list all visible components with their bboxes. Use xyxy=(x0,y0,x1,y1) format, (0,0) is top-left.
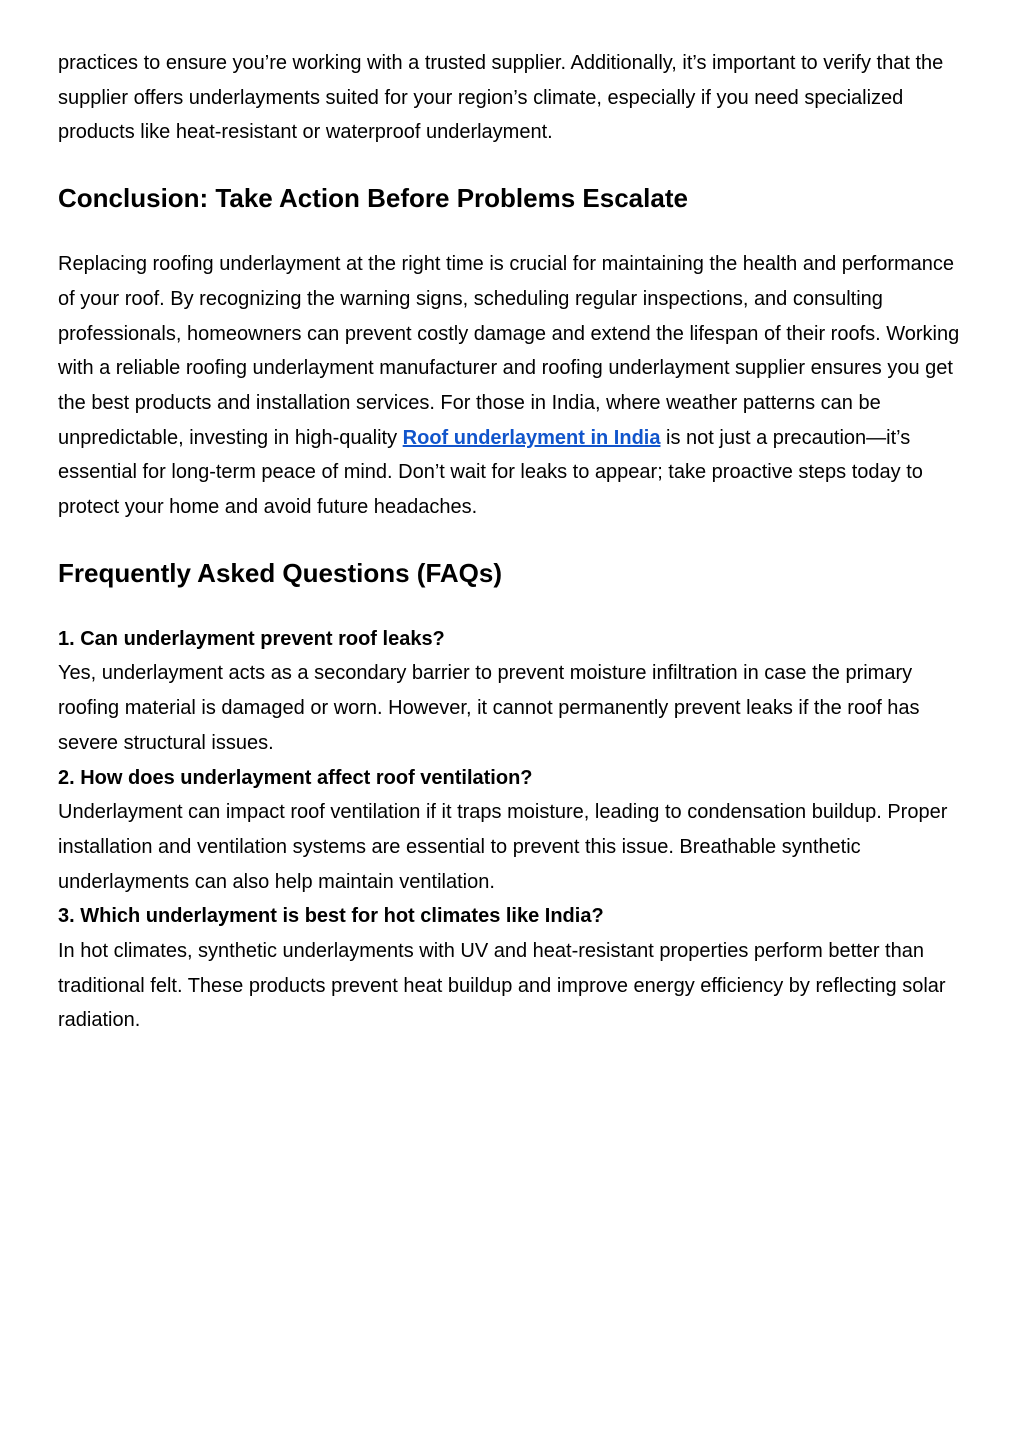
faq-answer: Yes, underlayment acts as a secondary barrier to prevent moisture infiltration in case the primary roofing material is damaged or worn. However, it cannot permanently prevent leaks if the roof has severe structural issues. xyxy=(58,662,920,754)
conclusion-paragraph xyxy=(58,247,970,525)
faq-item-3 xyxy=(58,899,970,1038)
faq-item-2 xyxy=(58,761,970,900)
faq-heading: Frequently Asked Questions (FAQs) xyxy=(58,557,503,588)
conclusion-text-before-link: Replacing roofing underlayment at the right time is crucial for maintaining the health and performance of your roof. By recognizing the warning signs, scheduling regular inspections, and consulting professionals, homeowners can prevent costly damage and extend the lifespan of their roofs. Working with a reliable roofing underlayment manufacturer and roofing underlayment supplier ensures you get the best products and installation services. For those in India, where weather patterns can be unpredictable, investing in high-quality xyxy=(58,253,960,449)
conclusion-text-after-link: is not just a precaution—it’s essential for long-term peace of mind. Don’t wait for leaks to appear; take proactive steps today to protect your home and avoid future headaches. xyxy=(58,426,923,519)
faq-item-1 xyxy=(58,622,970,761)
document-page xyxy=(58,46,970,1038)
faq-list xyxy=(58,622,970,1038)
conclusion-heading: Conclusion: Take Action Before Problems Escalate xyxy=(58,183,688,214)
intro-paragraph: practices to ensure you’re working with a trusted supplier. Additionally, it’s important to verify that the supplier offers underlayments suited for your region’s climate, especially if you need specialized products like heat-resistant or waterproof underlayment. xyxy=(58,52,944,144)
faq-question: 3. Which underlayment is best for hot climates like India? xyxy=(58,905,604,928)
roof-underlayment-india-link[interactable]: Roof underlayment in India xyxy=(402,426,661,449)
faq-question: 2. How does underlayment affect roof ventilation? xyxy=(58,766,533,789)
faq-answer: Underlayment can impact roof ventilation if it traps moisture, leading to condensation buildup. Proper installation and ventilation systems are essential to prevent this issue. Breathable synthetic underlayments can also help maintain ventilation. xyxy=(58,801,948,893)
faq-question: 1. Can underlayment prevent roof leaks? xyxy=(58,627,445,650)
faq-answer: In hot climates, synthetic underlayments with UV and heat-resistant properties perform better than traditional felt. These products prevent heat buildup and improve energy efficiency by reflecting solar radiation. xyxy=(58,940,946,1032)
